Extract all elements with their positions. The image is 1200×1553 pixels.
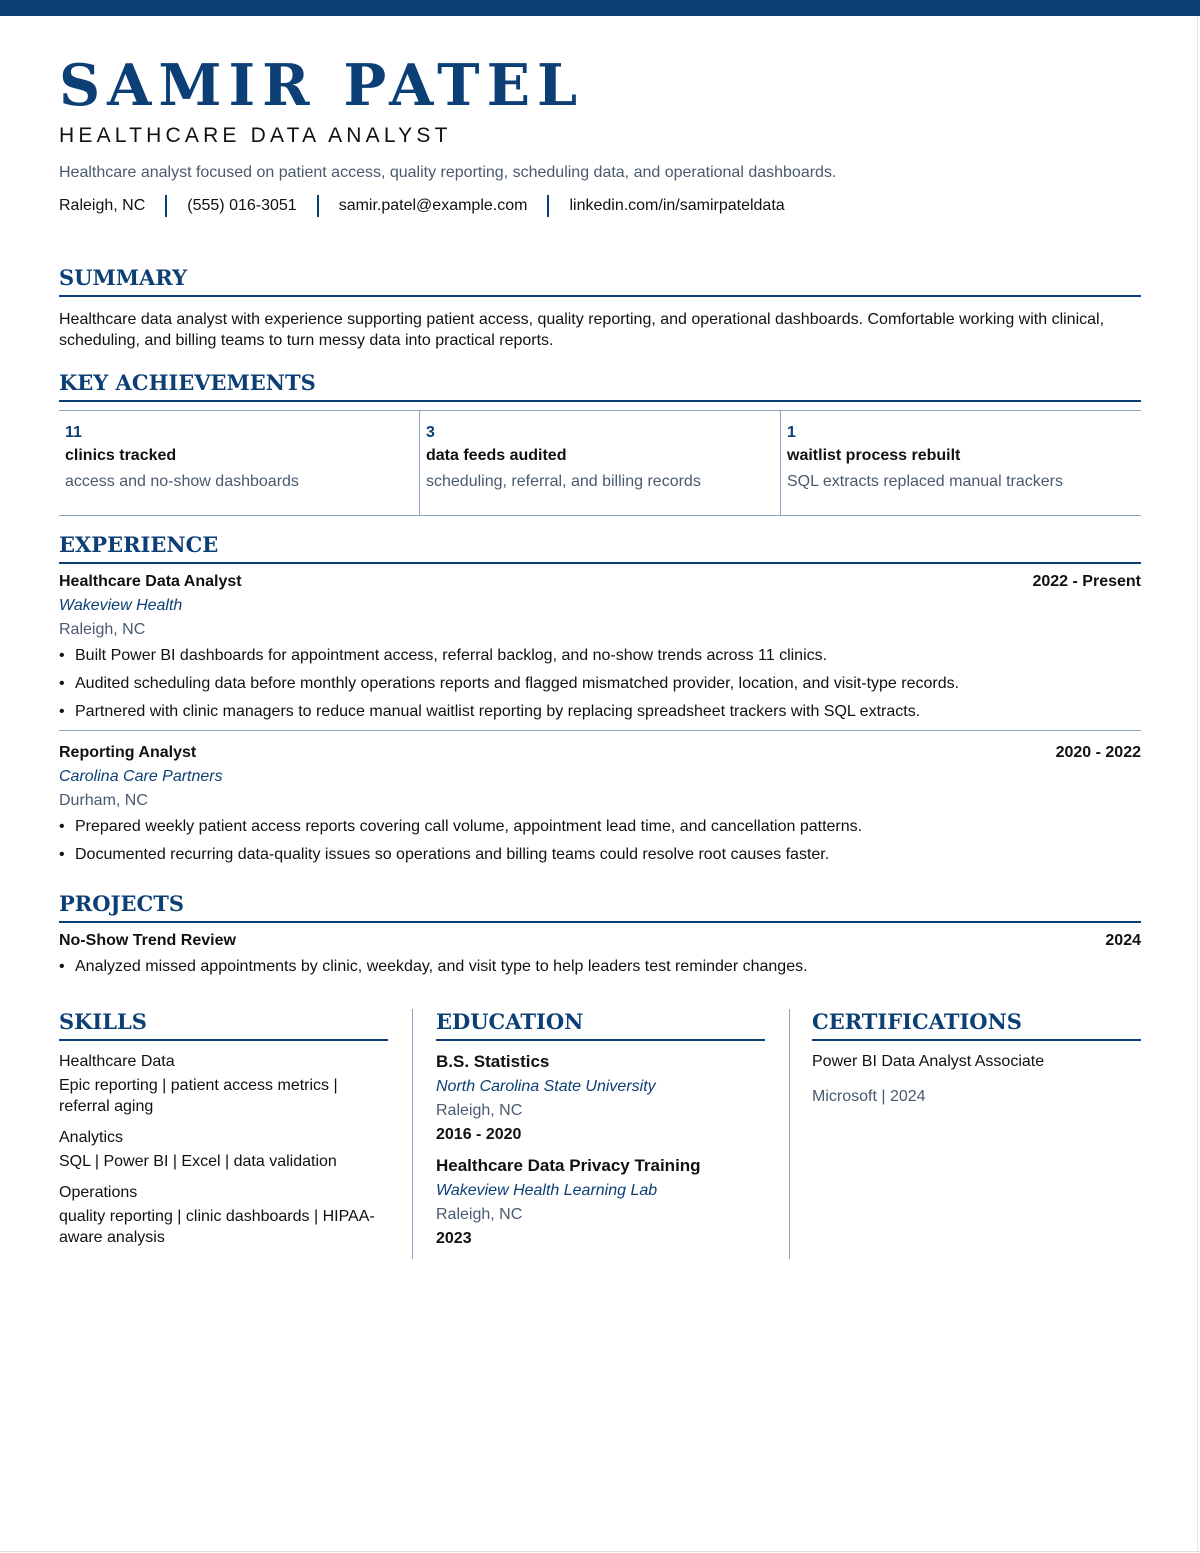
experience-section — [59, 532, 1141, 865]
job-title: Reporting Analyst — [59, 744, 197, 761]
candidate-name: SAMIR PATEL — [59, 52, 585, 119]
summary-text: Healthcare data analyst with experience supporting patient access, quality reporting, and operational dashboards. Comfortable working with clinical, scheduling, and billing teams to turn messy data into practical reports. — [59, 311, 1105, 349]
section-title-achievements: KEY ACHIEVEMENTS — [59, 370, 1141, 402]
job-company: Wakeview Health — [59, 597, 183, 614]
education-degree: Healthcare Data Privacy Training — [436, 1156, 701, 1175]
resume-page — [59, 52, 1141, 1259]
contact-line — [59, 195, 1141, 217]
job-bullets — [59, 817, 1141, 865]
page-edge-bottom — [0, 1551, 1200, 1552]
job-entry — [59, 572, 1141, 722]
education-years: 2016 - 2020 — [436, 1126, 522, 1143]
job-dates: 2020 - 2022 — [1055, 744, 1141, 761]
project-bullets — [59, 957, 1141, 977]
education-entry — [436, 1051, 765, 1145]
achievement-card — [419, 411, 780, 515]
section-title-education: EDUCATION — [436, 1009, 765, 1041]
skills-section — [59, 1009, 388, 1259]
job-bullet: • Partnered with clinic managers to reduce manual waitlist reporting by replacing spreadsheet trackers with SQL extracts. — [59, 702, 1141, 722]
skill-group-name: Analytics — [59, 1129, 124, 1146]
section-title-experience: EXPERIENCE — [59, 532, 1141, 564]
project-header — [59, 931, 1141, 951]
job-title: Healthcare Data Analyst — [59, 573, 242, 590]
contact-divider — [317, 195, 319, 217]
education-location: Raleigh, NC — [436, 1206, 523, 1223]
certification-meta: Microsoft | 2024 — [812, 1088, 926, 1105]
skill-group-items: Epic reporting | patient access metrics | referral aging — [59, 1077, 338, 1115]
achievements-section — [59, 370, 1141, 516]
job-bullet: • Built Power BI dashboards for appointment access, referral backlog, and no-show trends across 11 clinics. — [59, 646, 1141, 666]
summary-section — [59, 265, 1141, 351]
page-edge-right — [1197, 16, 1198, 1551]
achievement-value: 3 — [426, 424, 435, 441]
contact-email[interactable]: samir.patel@example.com — [338, 197, 528, 214]
bottom-columns — [59, 1009, 1141, 1259]
project-bullet: • Analyzed missed appointments by clinic, weekday, and visit type to help leaders test reminder changes. — [59, 957, 1141, 977]
job-dates: 2022 - Present — [1032, 573, 1141, 590]
skill-group-items: SQL | Power BI | Excel | data validation — [59, 1153, 337, 1170]
skill-group — [59, 1182, 388, 1248]
project-name: No-Show Trend Review — [59, 932, 236, 949]
resume-header — [59, 52, 1141, 217]
section-title-certifications: CERTIFICATIONS — [812, 1009, 1141, 1041]
job-bullet: • Documented recurring data-quality issues so operations and billing teams could resolve root causes faster. — [59, 845, 1141, 865]
contact-location: Raleigh, NC — [59, 197, 146, 214]
education-school: Wakeview Health Learning Lab — [436, 1182, 658, 1199]
education-years: 2023 — [436, 1230, 472, 1247]
achievement-card — [780, 411, 1141, 515]
project-entry — [59, 931, 1141, 977]
section-title-skills: SKILLS — [59, 1009, 388, 1041]
skill-group — [59, 1051, 388, 1117]
projects-section — [59, 891, 1141, 977]
achievement-label: waitlist process rebuilt — [787, 447, 961, 464]
skill-group-items: quality reporting | clinic dashboards | HIPAA-aware analysis — [59, 1208, 375, 1246]
job-entry — [59, 743, 1141, 865]
job-location: Raleigh, NC — [59, 621, 146, 638]
achievement-detail: SQL extracts replaced manual trackers — [787, 473, 1063, 490]
section-title-projects: PROJECTS — [59, 891, 1141, 923]
skill-group — [59, 1127, 388, 1172]
achievement-card — [59, 411, 419, 515]
job-header — [59, 572, 1141, 592]
job-company: Carolina Care Partners — [59, 768, 223, 785]
job-divider — [59, 730, 1141, 731]
job-bullet: • Prepared weekly patient access reports covering call volume, appointment lead time, and cancellation patterns. — [59, 817, 1141, 837]
education-location: Raleigh, NC — [436, 1102, 523, 1119]
skill-group-name: Healthcare Data — [59, 1053, 175, 1070]
achievement-value: 11 — [65, 424, 82, 441]
education-section — [412, 1009, 765, 1259]
achievement-label: data feeds audited — [426, 447, 567, 464]
top-accent-bar — [0, 0, 1200, 16]
job-bullets — [59, 646, 1141, 722]
candidate-role: HEALTHCARE DATA ANALYST — [59, 124, 452, 147]
certification-name: Power BI Data Analyst Associate — [812, 1053, 1045, 1070]
contact-divider — [165, 195, 167, 217]
achievement-detail: access and no-show dashboards — [65, 473, 299, 490]
education-entry — [436, 1155, 765, 1249]
job-header — [59, 743, 1141, 763]
achievement-detail: scheduling, referral, and billing records — [426, 473, 701, 490]
education-school: North Carolina State University — [436, 1078, 656, 1095]
achievements-row — [59, 410, 1141, 516]
achievement-value: 1 — [787, 424, 796, 441]
project-year: 2024 — [1105, 932, 1141, 949]
education-degree: B.S. Statistics — [436, 1052, 550, 1071]
job-location: Durham, NC — [59, 792, 148, 809]
job-bullet: • Audited scheduling data before monthly operations reports and flagged mismatched provider, location, and visit-type records. — [59, 674, 1141, 694]
achievement-label: clinics tracked — [65, 447, 177, 464]
contact-linkedin[interactable]: linkedin.com/in/samirpateldata — [569, 197, 785, 214]
certification-entry — [812, 1051, 1141, 1107]
contact-divider — [547, 195, 549, 217]
candidate-tagline: Healthcare analyst focused on patient access, quality reporting, scheduling data, and operational dashboards. — [59, 164, 837, 181]
section-title-summary: SUMMARY — [59, 265, 1141, 297]
skill-group-name: Operations — [59, 1184, 138, 1201]
certifications-section — [789, 1009, 1141, 1259]
contact-phone[interactable]: (555) 016-3051 — [187, 197, 297, 214]
